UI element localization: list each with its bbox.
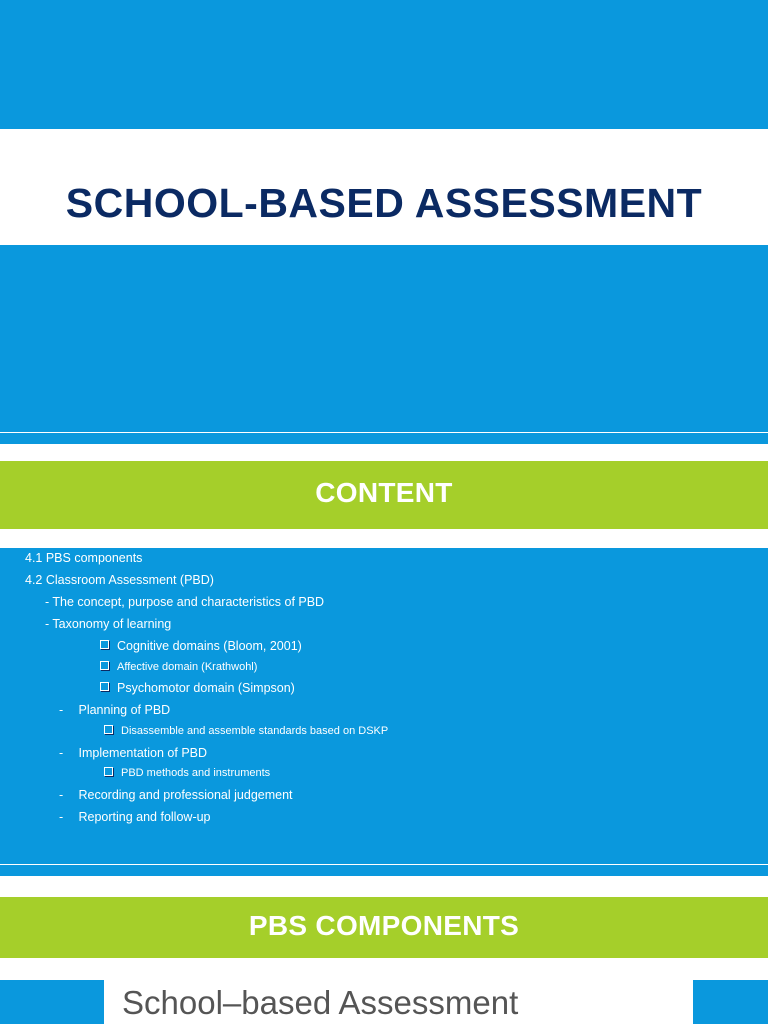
title-slide-heading: SCHOOL-BASED ASSESSMENT [65, 180, 703, 226]
list-item-text: Implementation of PBD [78, 746, 208, 760]
list-item [59, 788, 293, 802]
content-slide-heading: CONTENT [315, 477, 453, 508]
list-item-text: Planning of PBD [78, 703, 171, 717]
dash-bullet: - [59, 788, 64, 802]
components-slide-left-block [0, 980, 104, 1024]
checkbox-bullet-icon [104, 725, 113, 734]
list-item-text: PBD methods and instruments [121, 767, 271, 779]
list-item [104, 767, 270, 779]
dash-bullet: - [45, 617, 50, 631]
list-item-text: Psychomotor domain (Simpson) [117, 681, 295, 695]
components-slide-heading: PBS COMPONENTS [248, 910, 520, 941]
dash-bullet: - [59, 810, 64, 824]
checkbox-bullet-icon [100, 682, 109, 691]
list-item [59, 703, 170, 717]
list-item [59, 810, 211, 824]
list-item [104, 725, 388, 737]
title-slide-bottom-band [0, 245, 768, 432]
list-item [100, 661, 257, 673]
dash-bullet: - [59, 703, 64, 717]
list-item [45, 595, 324, 609]
list-item-text: 4.2 Classroom Assessment (PBD) [25, 573, 214, 587]
list-item-text: The concept, purpose and characteristics of PBD [52, 595, 325, 609]
components-slide-subtitle: School–based Assessment [122, 984, 519, 1021]
list-item [100, 639, 302, 653]
list-item [25, 551, 142, 565]
checkbox-bullet-icon [100, 661, 109, 670]
list-item-text: 4.1 PBS components [25, 551, 143, 565]
list-item-text: Disassemble and assemble standards based on DSKP [121, 725, 389, 737]
list-item-text: Taxonomy of learning [52, 617, 172, 631]
list-item [59, 746, 207, 760]
title-slide-top-band [0, 0, 768, 129]
title-slide-footer-strip [0, 433, 768, 444]
dash-bullet: - [45, 595, 50, 609]
components-slide-right-block [693, 980, 768, 1024]
list-item-text: Cognitive domains (Bloom, 2001) [117, 639, 302, 653]
dash-bullet: - [59, 746, 64, 760]
content-slide-footer-strip [0, 865, 768, 876]
list-item [25, 573, 214, 587]
checkbox-bullet-icon [104, 767, 113, 776]
list-item-text: Affective domain (Krathwohl) [117, 661, 258, 673]
list-item [45, 617, 171, 631]
list-item-text: Reporting and follow-up [78, 810, 211, 824]
list-item-text: Recording and professional judgement [78, 788, 293, 802]
checkbox-bullet-icon [100, 640, 109, 649]
list-item [100, 681, 295, 695]
